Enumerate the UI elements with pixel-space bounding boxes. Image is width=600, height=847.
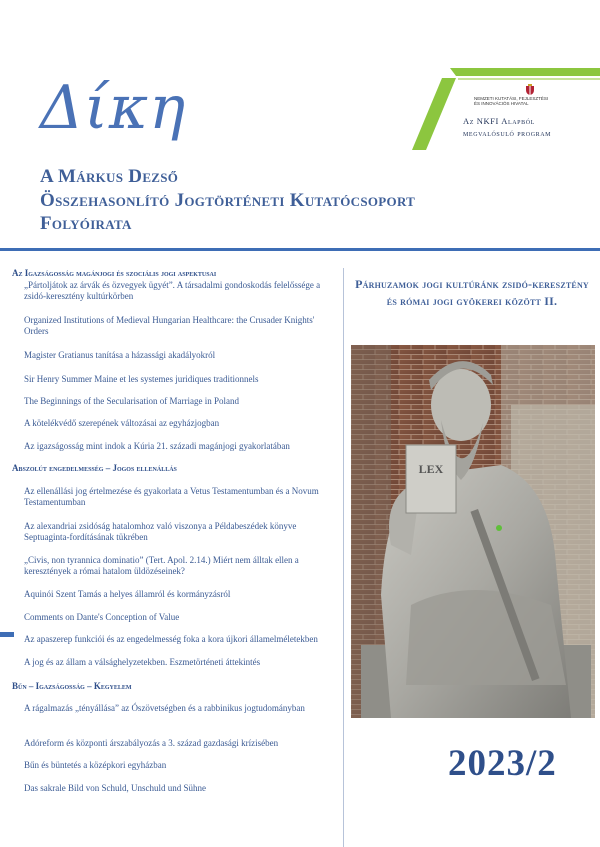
toc-item[interactable]: Az igazságosság mint indok a Kúria 21. századi magánjogi gyakorlatában [24,441,290,451]
header-divider [0,248,600,251]
tablet-inscription: LEX [418,462,444,476]
funder-line-1: Az NKFI Alapból [463,116,535,126]
journal-logo: Δίκη [40,73,187,143]
feature-title: Párhuzamok jogi kultúránk zsidó-keresztény és római jogi gyökerei között II. [355,277,589,308]
toc-section-title: Abszolút engedelmesség – Jogos ellenállás [12,463,177,473]
issue-number: 2023/2 [448,743,557,784]
column-divider [343,268,344,847]
toc-item[interactable]: A kötelékvédő szerepének változásai az egyházjogban [24,418,220,428]
toc-item[interactable]: Az apaszerep funkciói és az engedelmesség foka a kora újkori államelméletekben [24,634,318,644]
toc-item[interactable]: Das sakrale Bild von Schuld, Unschuld und Sühne [24,783,206,793]
toc-item[interactable]: Sir Henry Summer Maine et les systemes juridiques traditionnels [24,374,259,384]
toc-item[interactable]: A jog és az állam a válsághelyzetekben. Eszmetörténeti áttekintés [24,657,261,667]
toc-item[interactable]: Organized Institutions of Medieval Hungarian Healthcare: the Crusader Knights' Orders [24,315,315,336]
toc-item[interactable]: The Beginnings of the Secularisation of Marriage in Poland [24,396,239,406]
toc-item[interactable]: Az ellenállási jog értelmezése és gyakorlata a Vetus Testamentumban és a Novum Testamentumban [24,486,319,507]
toc-item[interactable]: „Civis, non tyrannica dominatio” (Tert. Apol. 2.14.) Miért nem álltak ellen a keresztények a római hatalom üldözéseinek? [24,555,299,576]
toc-section-title: Az Igazságosság magánjogi és szociális jogi aspektusai [12,268,217,278]
journal-subtitle-line-3: Folyóirata [40,213,132,234]
journal-subtitle-line-2: Összehasonlító Jogtörténeti Kutatócsoport [40,190,416,211]
funder-line-2: megvalósuló program [463,128,552,138]
funder-agency-name: NEMZETI KUTATÁSI, FEJLESZTÉSI ÉS INNOVÁCIÓS HIVATAL [474,96,549,106]
toc-item[interactable]: Az alexandriai zsidóság hatalomhoz való viszonya a Példabeszédek könyve Septuaginta-fordításának tükrében [24,521,297,542]
toc-item[interactable]: A rágalmazás „tényállása” az Ószövetségben és a rabbinikus jogtudományban [24,703,305,713]
coat-of-arms-icon [525,84,535,95]
toc-item[interactable]: Comments on Dante's Conception of Value [24,612,180,622]
moses-statue-photo [351,345,595,718]
toc-item[interactable]: „Pártoljátok az árvák és özvegyek ügyét”. A társadalmi gondoskodás felelőssége a zsidó-keresztény kultúrkörben [24,280,321,301]
toc-item[interactable]: Aquinói Szent Tamás a helyes államról és kormányzásról [24,589,231,599]
toc-section-title: Bűn – Igazságosság – Kegyelem [12,681,132,691]
toc-item[interactable]: Bűn és büntetés a középkori egyházban [24,760,167,770]
journal-subtitle-line-1: A Márkus Dezső [40,166,179,187]
toc-item[interactable]: Magister Gratianus tanítása a házassági akadályokról [24,350,216,360]
toc-item[interactable]: Adóreform és központi árszabályozás a 3. század gazdasági krízisében [24,738,279,748]
toc-highlight-marker [0,632,14,637]
